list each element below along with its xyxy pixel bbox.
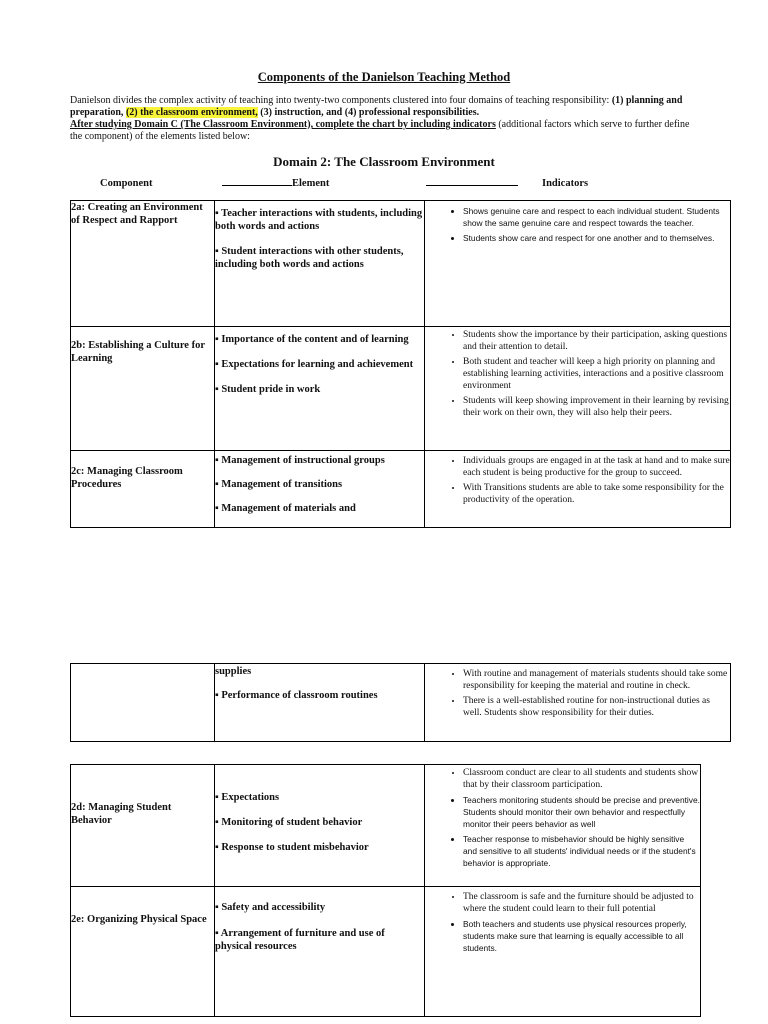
indicator-item: • The classroom is safe and the furniture should be adjusted to where the student could learn to their full potential xyxy=(463,891,700,915)
intro-paragraph xyxy=(70,95,690,143)
element-item: ▪ Student interactions with other students, including both words and actions xyxy=(215,246,404,270)
element-item: ▪ Management of transitions xyxy=(215,479,343,490)
indicators-cell xyxy=(425,451,731,528)
indicator-item: • Teachers monitoring students should be precise and preventive. Students should monitor their own behavior and respectfully monitor their peers behavior as well xyxy=(463,794,700,830)
indicator-item: • Shows genuine care and respect to each individual student. Students show the same genuine care and respect towards the teacher. xyxy=(463,205,730,229)
column-header-element-label: Element xyxy=(292,178,330,189)
element-item: ▪ Performance of classroom routines xyxy=(215,690,378,701)
header-rule xyxy=(222,185,292,186)
intro-instruction: After studying Domain C (The Classroom Environment), complete the chart by including indicators xyxy=(70,119,496,130)
column-header-element xyxy=(222,178,329,189)
indicator-item: • There is a well-established routine for non-instructional duties as well. Students show responsibility for their duties. xyxy=(463,695,730,719)
domain-heading: Domain 2: The Classroom Environment xyxy=(273,154,495,169)
table-row xyxy=(71,451,731,528)
element-item: supplies xyxy=(215,666,252,677)
element-item: ▪ Response to student misbehavior xyxy=(215,842,369,853)
intro-domain-2-highlight: (2) the classroom environment, xyxy=(125,107,258,118)
indicators-cell xyxy=(425,327,731,451)
indicator-item: • Students show care and respect for one another and to themselves. xyxy=(463,232,730,244)
table-row xyxy=(71,327,731,451)
table-row xyxy=(71,887,701,1017)
element-item: ▪ Monitoring of student behavior xyxy=(215,817,363,828)
indicator-item: • Students show the importance by their participation, asking questions and their attention to detail. xyxy=(463,329,730,353)
behavior-space-table xyxy=(70,764,701,1017)
indicator-item: • Both student and teacher will keep a high priority on planning and establishing learning activities, interactions and a positive classroom environment xyxy=(463,356,730,392)
element-cell xyxy=(215,887,425,1017)
column-header-indicators xyxy=(426,178,588,189)
continuation-table xyxy=(70,663,731,742)
element-item: ▪ Management of instructional groups xyxy=(215,455,385,466)
intro-text: Danielson divides the complex activity of teaching into twenty-two components clustered into four domains of teaching responsibility: xyxy=(70,95,610,106)
indicator-item: • With Transitions students are able to take some responsibility for the productivity of the operation. xyxy=(463,482,730,506)
indicators-cell xyxy=(425,201,731,327)
column-header-indicators-label: Indicators xyxy=(542,178,589,189)
indicator-item: • Students will keep showing improvement in their learning by revising their work on their own, they will also help their peers. xyxy=(463,395,730,419)
indicators-cell xyxy=(425,887,701,1017)
element-item: ▪ Arrangement of furniture and use of physical resources xyxy=(215,928,385,952)
intro-and: and xyxy=(326,107,343,118)
element-cell xyxy=(215,664,425,742)
column-header-component: Component xyxy=(100,178,153,189)
table-row xyxy=(71,664,731,742)
header-rule xyxy=(426,185,518,186)
component-cell: 2b: Establishing a Culture for Learning xyxy=(71,327,215,451)
element-item: ▪ Expectations xyxy=(215,792,280,803)
indicators-cell xyxy=(425,664,731,742)
element-item: ▪ Importance of the content and of learning xyxy=(215,334,409,345)
indicator-item: • Individuals groups are engaged in at the task at hand and to make sure each student is being productive for the group to succeed. xyxy=(463,455,730,479)
component-cell: 2a: Creating an Environment of Respect and Rapport xyxy=(71,201,215,327)
indicators-cell xyxy=(425,765,701,887)
element-item: ▪ Expectations for learning and achievement xyxy=(215,359,414,370)
component-cell: 2e: Organizing Physical Space xyxy=(71,887,215,1017)
components-table xyxy=(70,200,731,528)
element-item: ▪ Student pride in work xyxy=(215,384,321,395)
page-title: Components of the Danielson Teaching Method xyxy=(257,70,511,84)
indicator-item: • With routine and management of materials students should take some responsibility for keeping the material and routine in check. xyxy=(463,668,730,692)
intro-tail: (additional factors which serve to further define the component) of the elements listed below: xyxy=(70,119,690,142)
intro-domain-3: (3) instruction, xyxy=(260,107,324,118)
element-cell xyxy=(215,327,425,451)
element-item: ▪ Management of materials and xyxy=(215,503,356,514)
table-row xyxy=(71,201,731,327)
component-cell: 2c: Managing Classroom Procedures xyxy=(71,451,215,528)
element-item: ▪ Safety and accessibility xyxy=(215,902,326,913)
element-cell xyxy=(215,451,425,528)
intro-domain-1: (1) planning and preparation, xyxy=(70,95,683,118)
component-cell: 2d: Managing Student Behavior xyxy=(71,765,215,887)
element-cell xyxy=(215,765,425,887)
component-cell xyxy=(71,664,215,742)
element-item: ▪ Teacher interactions with students, including both words and actions xyxy=(215,208,423,232)
indicator-item: • Classroom conduct are clear to all students and students show that by their classroom participation. xyxy=(463,767,700,791)
indicator-item: • Teacher response to misbehavior should be highly sensitive and sensitive to all students' individual needs or if the student's behavior is appropriate. xyxy=(463,833,700,869)
table-row xyxy=(71,765,701,887)
element-cell xyxy=(215,201,425,327)
indicator-item: • Both teachers and students use physical resources properly, students make sure that learning is equally accessible to all students. xyxy=(463,918,700,954)
intro-domain-4: (4) professional responsibilities. xyxy=(344,107,480,118)
